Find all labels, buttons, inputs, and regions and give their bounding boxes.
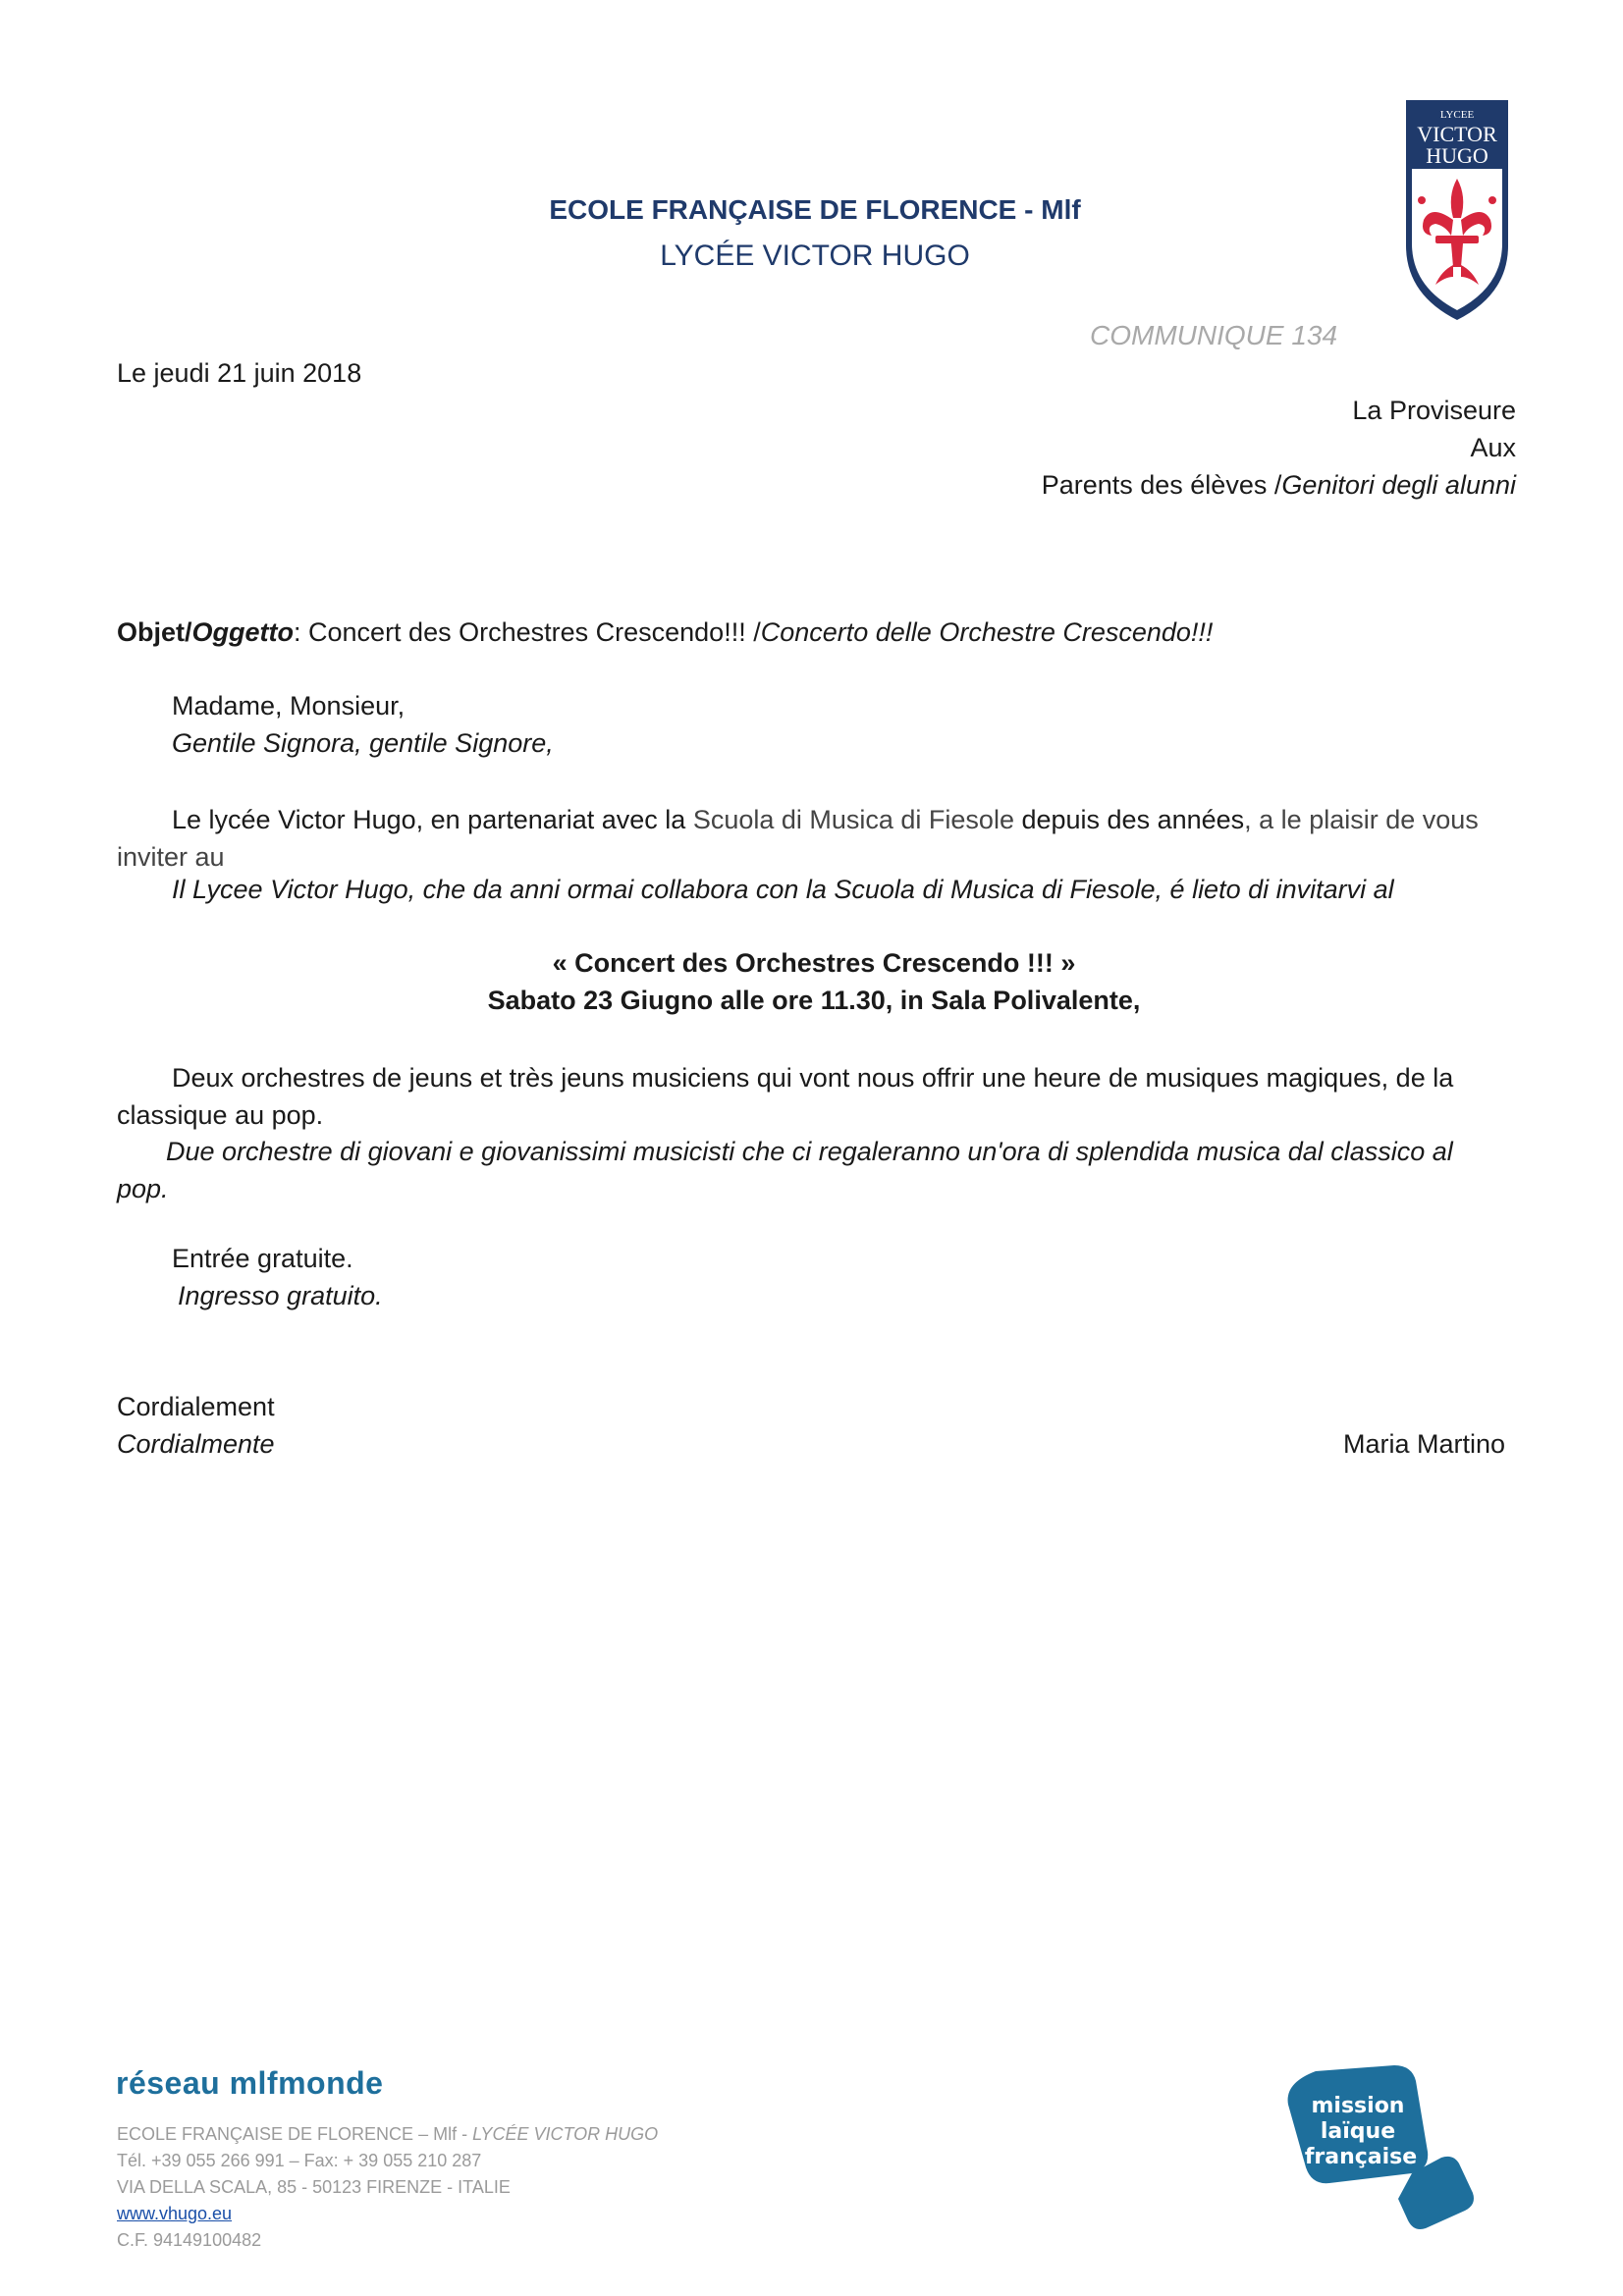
addressee-recipients: [1042, 470, 1516, 501]
signature-name: Maria Martino: [1342, 1429, 1505, 1459]
subject-line: [117, 617, 1213, 648]
sender-title: La Proviseure: [1352, 396, 1516, 425]
subject-text-it: Concerto delle Orchestre Crescendo!!!: [760, 617, 1214, 647]
invite-paragraph-it: Il Lycee Victor Hugo, che da anni ormai collabora con la Scuola di Musica di Fiesole, é lieto di invitarvi al: [172, 875, 1394, 904]
description-it: Due orchestre di giovani e giovanissimi musicisti che ci regaleranno un'ora di splendida musica dal classico al pop.: [117, 1137, 1453, 1203]
greeting-fr: Madame, Monsieur,: [172, 691, 406, 721]
description-fr: Deux orchestres de jeuns et très jeuns musiciens qui vont nous offrir une heure de musiques magiques, de la classique au pop.: [117, 1063, 1454, 1130]
mlf-logo-line2: laïque: [1320, 2119, 1396, 2144]
footer-website-link[interactable]: www.vhugo.eu: [117, 2204, 233, 2223]
lycee-name: LYCÉE VICTOR HUGO: [660, 240, 970, 272]
greeting-it: Gentile Signora, gentile Signore,: [172, 728, 554, 758]
entry-it: Ingresso gratuito.: [178, 1281, 383, 1310]
mission-laique-francaise-logo: [1276, 2061, 1483, 2233]
entry-fr: Entrée gratuite.: [172, 1244, 353, 1273]
subject-text-fr: Concert des Orchestres Crescendo!!! /: [300, 617, 761, 647]
subject-colon: :: [294, 617, 301, 647]
school-name: ECOLE FRANÇAISE DE FLORENCE - Mlf: [549, 194, 1081, 225]
footer-phone: Tél. +39 055 266 991 – Fax: + 39 055 210 287: [117, 2151, 482, 2170]
footer-lycee: LYCÉE VICTOR HUGO: [472, 2124, 659, 2144]
invite-fr-school: Scuola di Musica di Fiesole: [692, 805, 1014, 834]
invite-fr-a: Le lycée Victor Hugo, en partenariat avec la: [172, 805, 693, 834]
subject-label-fr: Objet/: [117, 617, 192, 647]
crest-line2: HUGO: [1426, 143, 1488, 168]
footer-school-line: [117, 2124, 658, 2145]
footer-website-row: [117, 2204, 232, 2224]
event-title: « Concert des Orchestres Crescendo !!! »: [552, 948, 1076, 978]
lycee-crest-logo: [1402, 98, 1512, 324]
closing-it: Cordialmente: [117, 1429, 275, 1459]
invite-fr-c: depuis des années: [1013, 805, 1245, 834]
reseau-mlfmonde-logo: réseau mlfmonde: [116, 2065, 384, 2101]
recipients-it: Genitori degli alunni: [1281, 470, 1516, 500]
event-when: Sabato 23 Giugno alle ore 11.30, in Sala Polivalente,: [487, 986, 1141, 1015]
footer-address: VIA DELLA SCALA, 85 - 50123 FIRENZE - ITALIE: [117, 2177, 511, 2197]
footer-school: ECOLE FRANÇAISE DE FLORENCE – Mlf -: [117, 2124, 473, 2144]
invite-fr-d: , a le plaisir de vous inviter au: [117, 805, 1479, 872]
communique-number: COMMUNIQUE 134: [1090, 320, 1338, 350]
crest-top-text: LYCEE: [1439, 109, 1475, 121]
mlf-logo-line3: française: [1304, 2145, 1418, 2169]
addressee-to: Aux: [1470, 433, 1516, 462]
crest-line1: VICTOR: [1417, 122, 1497, 146]
closing-fr: Cordialement: [117, 1392, 275, 1421]
letter-date: Le jeudi 21 juin 2018: [117, 358, 362, 388]
footer-cf: C.F. 94149100482: [117, 2230, 262, 2250]
recipients-fr: Parents des élèves /: [1041, 470, 1282, 500]
invite-paragraph-fr: [117, 801, 1511, 876]
mlf-logo-line1: mission: [1311, 2094, 1405, 2118]
subject-label-it: Oggetto: [191, 617, 294, 647]
